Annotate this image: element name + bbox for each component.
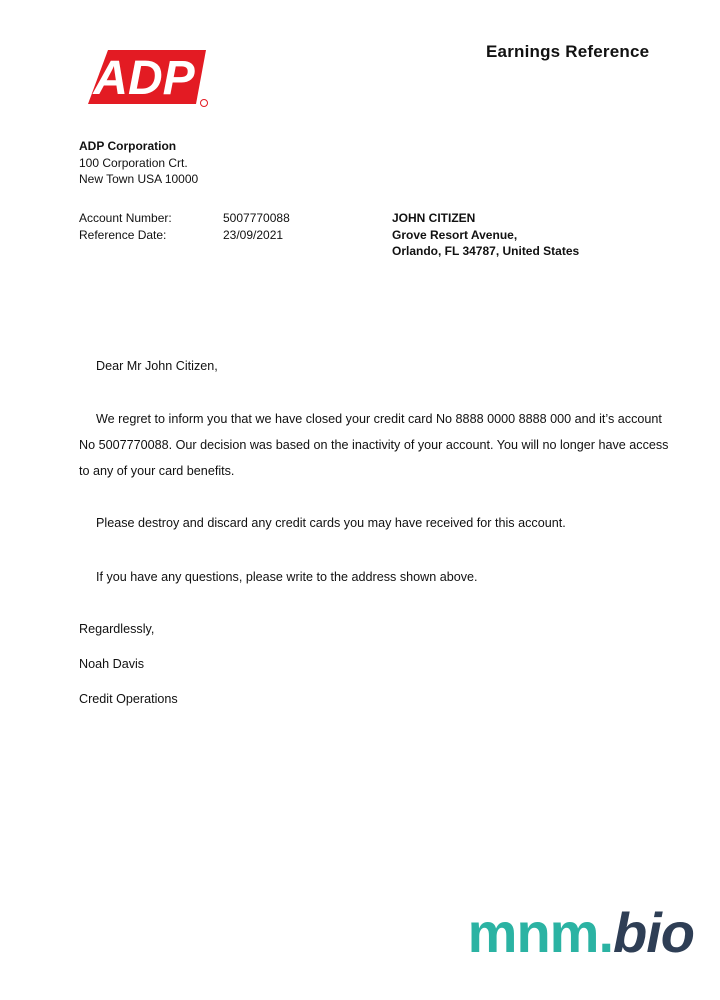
logo-text: ADP (93, 52, 195, 105)
sender-address-line1: 100 Corporation Crt. (79, 155, 188, 170)
account-number-value: 5007770088 (223, 211, 290, 225)
signer-department: Credit Operations (79, 692, 178, 706)
closing: Regardlessly, (79, 622, 155, 636)
sender-address-line2: New Town USA 10000 (79, 172, 199, 186)
document-title: Earnings Reference (486, 42, 650, 61)
adp-logo (78, 44, 216, 108)
recipient-name: JOHN CITIZEN (392, 211, 476, 225)
reference-date-label: Reference Date: (79, 227, 167, 242)
recipient-address-line1: Grove Resort Avenue, (392, 227, 518, 242)
letter-paragraph-2: Please destroy and discard any credit cards you may have received for this account. (96, 516, 566, 530)
watermark-brand (468, 900, 694, 965)
letter-paragraph-3: If you have any questions, please write to the address shown above. (96, 570, 478, 584)
registered-mark-icon (201, 100, 208, 107)
letter-paragraph-1: We regret to inform you that we have closed your credit card No 8888 0000 8888 000 and it’s account No 5007770088. Our decision was based on the inactivity of your account. You will no longer have access to any of your card benefits. (79, 412, 669, 478)
recipient-address (392, 210, 579, 260)
brand-part1: mnm. (467, 901, 614, 964)
account-details (79, 210, 290, 243)
brand-part2: bio (613, 901, 694, 964)
signer-name: Noah Davis (79, 657, 145, 671)
salutation: Dear Mr John Citizen, (96, 359, 218, 373)
sender-address (79, 138, 198, 188)
recipient-address-line2: Orlando, FL 34787, United States (392, 244, 580, 258)
sender-name: ADP Corporation (79, 139, 177, 153)
account-number-label: Account Number: (79, 211, 172, 225)
reference-date-value: 23/09/2021 (223, 227, 284, 242)
